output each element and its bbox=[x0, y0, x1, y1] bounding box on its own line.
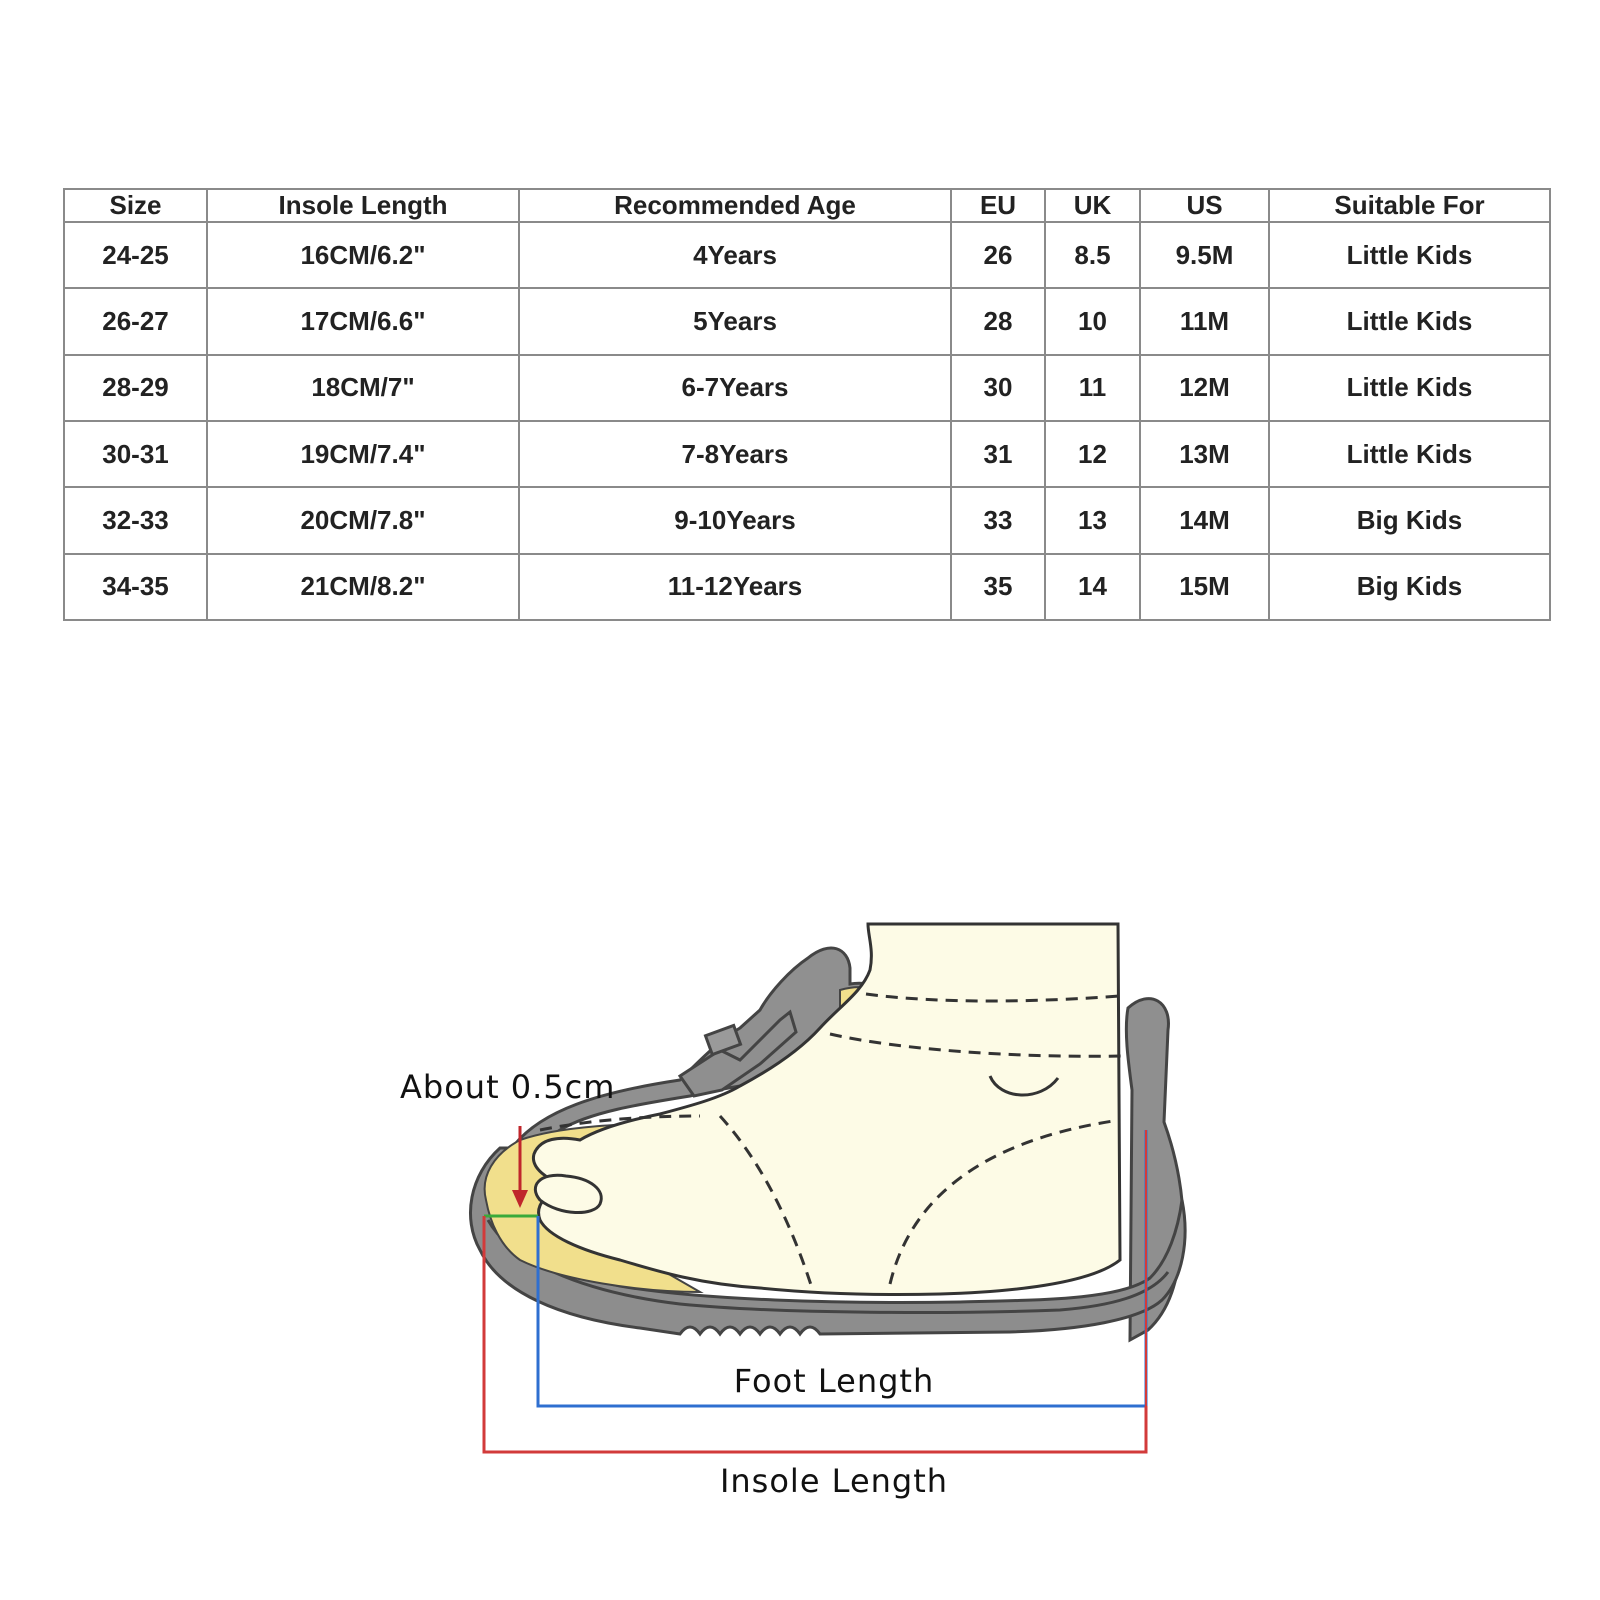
cell-size: 32-33 bbox=[64, 487, 207, 553]
cell-us: 12M bbox=[1140, 355, 1269, 421]
header-recommended-age: Recommended Age bbox=[519, 189, 951, 222]
cell-insole-length: 18CM/7" bbox=[207, 355, 519, 421]
shoe-illustration bbox=[470, 924, 1185, 1340]
cell-insole-length: 19CM/7.4" bbox=[207, 421, 519, 487]
cell-recommended-age: 6-7Years bbox=[519, 355, 951, 421]
cell-insole-length: 17CM/6.6" bbox=[207, 288, 519, 354]
table-row bbox=[64, 355, 1550, 421]
table-row bbox=[64, 421, 1550, 487]
cell-insole-length: 21CM/8.2" bbox=[207, 554, 519, 620]
cell-uk: 12 bbox=[1045, 421, 1140, 487]
cell-size: 28-29 bbox=[64, 355, 207, 421]
cell-recommended-age: 7-8Years bbox=[519, 421, 951, 487]
cell-size: 24-25 bbox=[64, 222, 207, 288]
table-row bbox=[64, 554, 1550, 620]
foot-length-label: Foot Length bbox=[733, 1362, 935, 1400]
cell-insole-length: 16CM/6.2" bbox=[207, 222, 519, 288]
cell-us: 14M bbox=[1140, 487, 1269, 553]
cell-eu: 26 bbox=[951, 222, 1045, 288]
cell-us: 11M bbox=[1140, 288, 1269, 354]
header-eu: EU bbox=[951, 189, 1045, 222]
header-us: US bbox=[1140, 189, 1269, 222]
cell-recommended-age: 11-12Years bbox=[519, 554, 951, 620]
table-row bbox=[64, 222, 1550, 288]
cell-size: 30-31 bbox=[64, 421, 207, 487]
cell-suitable-for: Little Kids bbox=[1269, 288, 1550, 354]
insole-length-label: Insole Length bbox=[719, 1462, 949, 1500]
header-uk: UK bbox=[1045, 189, 1140, 222]
cell-recommended-age: 9-10Years bbox=[519, 487, 951, 553]
cell-insole-length: 20CM/7.8" bbox=[207, 487, 519, 553]
cell-suitable-for: Big Kids bbox=[1269, 554, 1550, 620]
table-header-row bbox=[64, 189, 1550, 222]
cell-recommended-age: 5Years bbox=[519, 288, 951, 354]
cell-us: 13M bbox=[1140, 421, 1269, 487]
cell-size: 34-35 bbox=[64, 554, 207, 620]
cell-uk: 13 bbox=[1045, 487, 1140, 553]
cell-suitable-for: Little Kids bbox=[1269, 355, 1550, 421]
header-suitable-for: Suitable For bbox=[1269, 189, 1550, 222]
table-row bbox=[64, 288, 1550, 354]
cell-suitable-for: Little Kids bbox=[1269, 421, 1550, 487]
foot-measurement-diagram bbox=[0, 900, 1600, 1580]
header-size: Size bbox=[64, 189, 207, 222]
cell-suitable-for: Little Kids bbox=[1269, 222, 1550, 288]
table-row bbox=[64, 487, 1550, 553]
about-label: About 0.5cm bbox=[400, 1068, 616, 1106]
cell-uk: 8.5 bbox=[1045, 222, 1140, 288]
cell-uk: 10 bbox=[1045, 288, 1140, 354]
cell-suitable-for: Big Kids bbox=[1269, 487, 1550, 553]
cell-eu: 35 bbox=[951, 554, 1045, 620]
cell-uk: 11 bbox=[1045, 355, 1140, 421]
cell-size: 26-27 bbox=[64, 288, 207, 354]
size-chart-table bbox=[63, 188, 1551, 621]
cell-us: 15M bbox=[1140, 554, 1269, 620]
cell-recommended-age: 4Years bbox=[519, 222, 951, 288]
cell-uk: 14 bbox=[1045, 554, 1140, 620]
header-insole-length: Insole Length bbox=[207, 189, 519, 222]
cell-us: 9.5M bbox=[1140, 222, 1269, 288]
cell-eu: 33 bbox=[951, 487, 1045, 553]
cell-eu: 28 bbox=[951, 288, 1045, 354]
cell-eu: 30 bbox=[951, 355, 1045, 421]
cell-eu: 31 bbox=[951, 421, 1045, 487]
